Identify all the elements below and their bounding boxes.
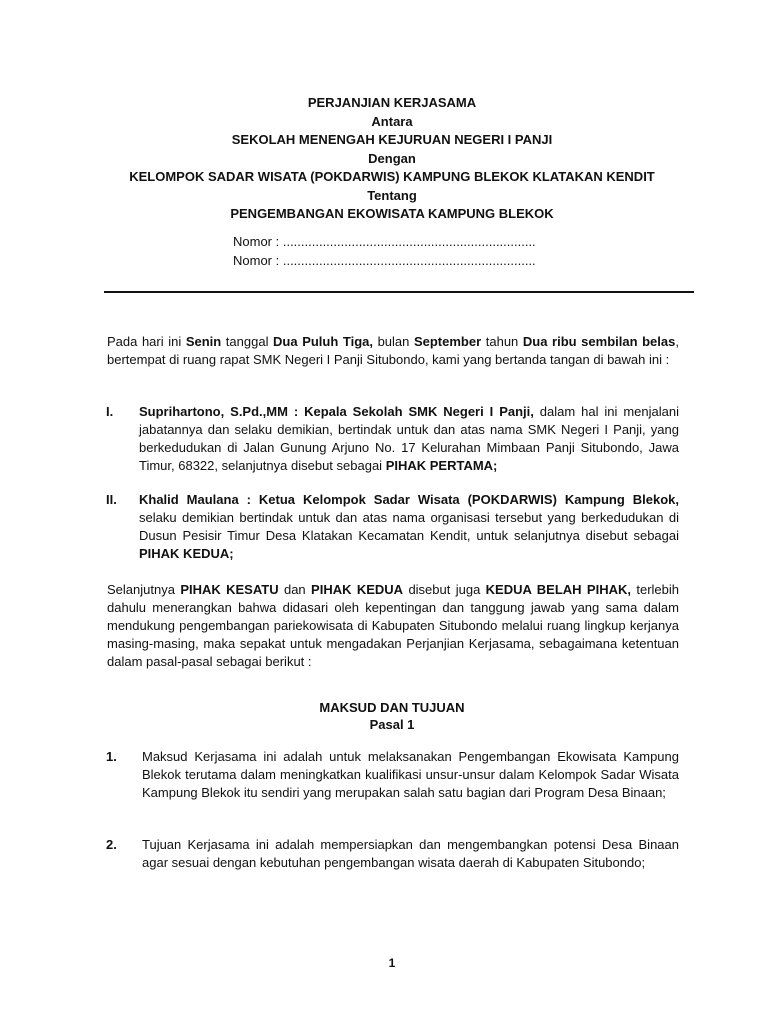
party-two-name: Khalid Maulana : Ketua Kelompok Sadar Wisata (POKDARWIS) Kampung Blekok, (139, 492, 679, 507)
list-item (106, 836, 679, 872)
document-header (0, 94, 768, 224)
section-heading (0, 699, 768, 733)
list-marker: 2. (106, 837, 117, 852)
month-name: September (413, 334, 482, 349)
list-item-text: Maksud Kerjasama ini adalah untuk melaksanakan Pengembangan Ekowisata Kampung Blekok terutama dalam meningkatkan kualifikasi unsur-unsur dalam Kelompok Sadar Wisata Kampung Blekok itu sendiri yang merupakan salah satu bagian dari Program Desa Binaan; (142, 749, 679, 800)
text: tanggal (221, 334, 274, 349)
party-one-item (106, 403, 679, 475)
party-two-item (106, 491, 679, 563)
closing-paragraph (107, 581, 679, 671)
opening-paragraph (107, 333, 679, 369)
list-marker: 1. (106, 749, 117, 764)
list-marker: II. (106, 492, 117, 507)
list-item-text: Tujuan Kerjasama ini adalah mempersiapkan dan mengembangkan potensi Desa Binaan agar sesuai dengan kebutuhan pengembangan wisata daerah di Kabupaten Situbondo; (142, 837, 679, 870)
text: Selanjutnya (107, 582, 181, 597)
header-antara: Antara (371, 113, 413, 129)
page-number: 1 (388, 956, 396, 970)
list-item (106, 748, 679, 802)
nomor-line-1: Nomor : ...................................................................... (233, 234, 536, 249)
header-dengan: Dengan (368, 150, 416, 166)
both-parties-label: KEDUA BELAH PIHAK, (485, 582, 631, 597)
header-party-two: KELOMPOK SADAR WISATA (POKDARWIS) KAMPUNG BLEKOK KLATAKAN KENDIT (129, 169, 655, 184)
text: , bertempat di ruang rapat SMK Negeri I Panji Situbondo, kami yang bertanda tangan di bawah ini : (107, 334, 679, 367)
day-name: Senin (185, 334, 222, 349)
header-party-one: SEKOLAH MENENGAH KEJURUAN NEGERI I PANJI (231, 132, 553, 147)
header-title: PERJANJIAN KERJASAMA (307, 95, 477, 110)
party-one-label: PIHAK KESATU (180, 582, 279, 597)
list-marker: I. (106, 404, 114, 419)
section-title: MAKSUD DAN TUJUAN (319, 700, 465, 715)
nomor-line-2: Nomor : ...................................................................... (233, 253, 536, 268)
text: terlebih dahulu menerangkan bahwa didasari oleh kepentingan dan tanggung jawab yang sama dalam mendukung pengembangan pariekowisata di Kabupaten Situbondo melalui ruang lingkup kerjanya masing-masing, maka sepakat untuk mengadakan Perjanjian Kerjasama, sebagaimana ketentuan dalam pasal-pasal sebagai berikut : (107, 582, 679, 669)
party-one-description: dalam hal ini menjalani jabatannya dan selaku demikian, bertindak untuk dan atas nama SMK Negeri I Panji, yang berkedudukan di Jalan Gunung Arjuno No. 17 Kelurahan Mimbaan Panji Situbondo, Jawa Timur, 68322, selanjutnya disebut sebagai (139, 404, 679, 473)
date-words: Dua Puluh Tiga, (273, 334, 373, 349)
party-two-label: PIHAK KEDUA (311, 582, 404, 597)
text: disebut juga (403, 582, 486, 597)
party-two-designation: PIHAK KEDUA; (139, 546, 234, 561)
party-one-name: Suprihartono, S.Pd.,MM : Kepala Sekolah SMK Negeri I Panji, (139, 404, 534, 419)
text: bulan (372, 334, 414, 349)
text: dan (278, 582, 312, 597)
party-two-description: selaku demikian bertindak untuk dan atas nama organisasi tersebut yang berkedudukan di Dusun Pesisir Timur Desa Klatakan Kecamatan Kendit, untuk selanjutnya disebut sebagai (139, 510, 679, 543)
year-words: Dua ribu sembilan belas (522, 334, 676, 349)
header-subject: PENGEMBANGAN EKOWISATA KAMPUNG BLEKOK (230, 206, 554, 221)
text: tahun (481, 334, 523, 349)
party-one-designation: PIHAK PERTAMA; (385, 458, 498, 473)
pasal-number: Pasal 1 (369, 717, 415, 732)
header-tentang: Tentang (367, 187, 417, 203)
header-divider (104, 291, 694, 293)
nomor-block (233, 233, 593, 271)
text: Pada hari ini (107, 334, 186, 349)
